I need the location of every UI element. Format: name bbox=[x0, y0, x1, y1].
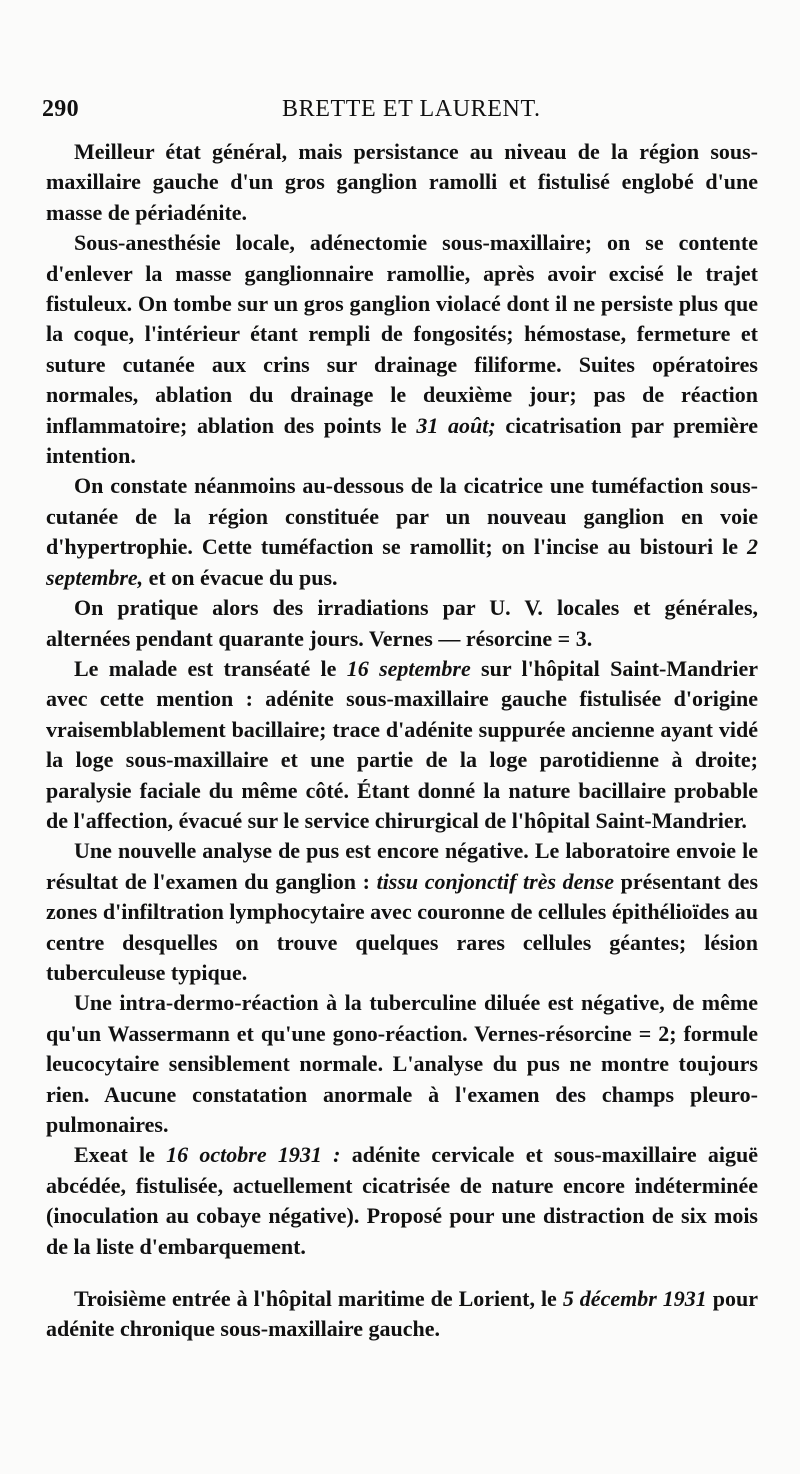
text-segment: Meilleur état général, mais persistance au niveau de la région sous-maxillaire gauche d'un gros ganglion ramolli et fistulisé englobé d'une masse de périadénite. bbox=[46, 139, 758, 225]
paragraph bbox=[46, 988, 758, 1140]
page-number: 290 bbox=[42, 96, 79, 122]
paragraph bbox=[46, 137, 758, 228]
text-segment: présentant des zones d'infiltration lymphocytaire avec couronne de cellules épithélioïdes au centre desquelles on trouve quelques rares cellules géantes; lésion tuberculeuse typique. bbox=[46, 868, 758, 985]
text-segment: Une intra-dermo-réaction à la tuberculine diluée est négative, de même qu'un Wassermann et qu'une gono-réaction. Vernes-résorcine = 2; formule leucocytaire sensiblement normale. L'analyse du pus ne montre toujours rien. Aucune constatation anormale à l'examen des champs pleuro-pulmonaires. bbox=[46, 990, 758, 1137]
date-emphasis: 16 septembre bbox=[346, 655, 471, 681]
body-text bbox=[46, 137, 758, 1345]
text-segment: On pratique alors des irradiations par U. V. locales et générales, alternées pendant quarante jours. Vernes — résorcine = 3. bbox=[46, 595, 758, 651]
text-segment: et on évacue du pus. bbox=[143, 564, 338, 590]
paragraph bbox=[46, 228, 758, 471]
paragraph bbox=[46, 654, 758, 836]
text-segment: adénite cervicale et sous-maxillaire aiguë abcédée, fistulisée, actuellement cicatrisée de nature encore indéterminée (inoculation au cobaye négative). Proposé pour une distraction de six mois de la liste d'embarquement. bbox=[46, 1142, 759, 1259]
date-emphasis: 16 octobre 1931 : bbox=[166, 1142, 341, 1168]
text-segment: Troisième entrée à l'hôpital maritime de Lorient, le bbox=[74, 1286, 563, 1312]
text-segment: sur l'hôpital Saint-Mandrier avec cette mention : adénite sous-maxillaire gauche fistulisée d'origine vraisemblablement bacillaire; trace d'adénite suppurée ancienne ayant vidé la loge sous-maxillaire et une partie de la loge parotidienne à droite; paralysie faciale du même côté. Étant donné la nature bacillaire probable de l'affection, évacué sur le service chirurgical de l'hôpital Saint-Mandrier. bbox=[46, 655, 758, 833]
date-emphasis: 2 septembre, bbox=[46, 534, 758, 590]
text-segment: Une nouvelle analyse de pus est encore négative. Le laboratoire envoie le résultat de l'examen du ganglion : bbox=[46, 838, 758, 894]
paragraph bbox=[46, 836, 758, 988]
paragraph bbox=[46, 471, 758, 593]
running-head: BRETTE ET LAURENT. bbox=[282, 96, 541, 122]
date-emphasis: 31 août; bbox=[416, 412, 496, 438]
text-segment: cicatrisation par première intention. bbox=[46, 412, 759, 469]
section-gap bbox=[46, 1262, 758, 1284]
date-emphasis: 5 décembr 1931 bbox=[562, 1286, 707, 1312]
paragraph bbox=[46, 1140, 758, 1262]
page-header bbox=[42, 92, 762, 128]
text-segment: On constate néanmoins au-dessous de la cicatrice une tuméfaction sous-cutanée de la région constituée par un nouveau ganglion en voie d'hypertrophie. Cette tuméfaction se ramollit; on l'incise au bistouri le bbox=[46, 473, 758, 560]
text-segment: Sous-anesthésie locale, adénectomie sous-maxillaire; on se contente d'enlever la masse ganglionnaire ramollie, après avoir excisé le trajet fistuleux. On tombe sur un gros ganglion violacé dont il ne persiste plus que la coque, l'intérieur étant rempli de fongosités; hémostase, fermeture et suture cutanée aux crins sur drainage filiforme. Suites opératoires normales, ablation du drainage le deuxième jour; pas de réaction inflammatoire; ablation des points le bbox=[46, 230, 758, 438]
text-segment: Le malade est transéaté le bbox=[74, 655, 347, 681]
paragraph bbox=[46, 1284, 758, 1345]
text-segment: pour adénite chronique sous-maxillaire gauche. bbox=[46, 1286, 758, 1342]
text-segment: Exeat le bbox=[74, 1142, 167, 1168]
italic-emphasis: tissu conjonctif très dense bbox=[376, 868, 614, 894]
paragraph bbox=[46, 593, 758, 654]
